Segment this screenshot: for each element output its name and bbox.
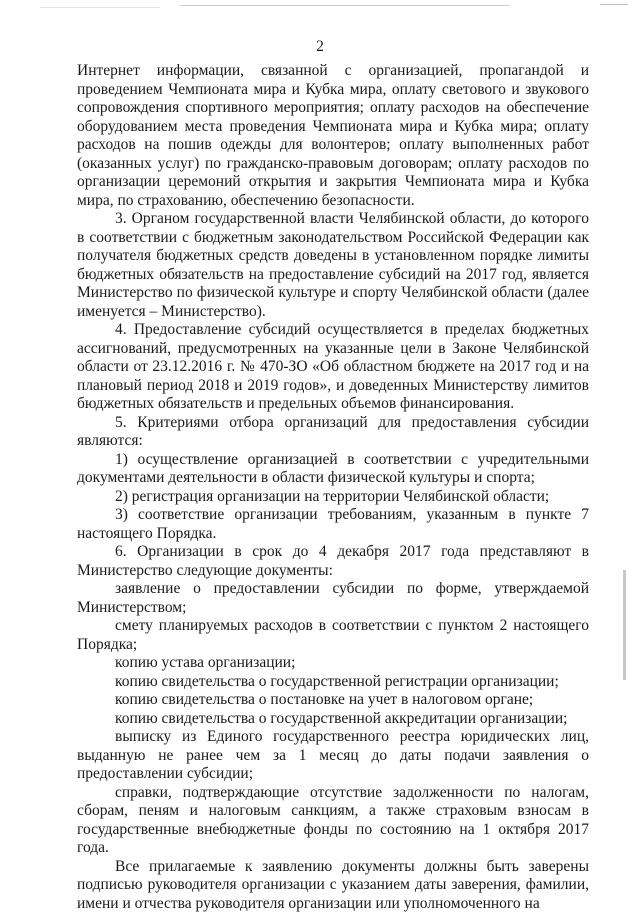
paragraph: 1) осуществление организацией в соответствии с учредительными документами деятельности в области физической культуры и спорта;	[77, 451, 589, 488]
scan-artifact-top	[0, 0, 640, 14]
paragraph: 2) регистрация организации на территории Челябинской области;	[77, 488, 589, 507]
paragraph: Интернет информации, связанной с организацией, пропагандой и проведением Чемпионата мира и Кубка мира, оплату светового и звукового сопровождения спортивного мероприятия; оплату расходов на обеспечение оборудованием места проведения Чемпионата мира и Кубка мира; оплату расходов на пошив одежды для волонтеров; оплату выполненных работ (оказанных услуг) по гражданско-правовым договорам; оплату расходов по организации церемоний открытия и закрытия Чемпионата мира и Кубка мира, по страхованию, обеспечению безопасности.	[77, 62, 589, 210]
paragraph: копию устава организации;	[77, 654, 589, 673]
document-body	[77, 62, 589, 913]
page-number: 2	[0, 38, 640, 56]
paragraph: справки, подтверждающие отсутствие задолженности по налогам, сборам, пеням и налоговым санкциям, а также страховым взносам в государственные внебюджетные фонды по состоянию на 1 октября 2017 года.	[77, 784, 589, 858]
paragraph: 3) соответствие организации требованиям, указанным в пункте 7 настоящего Порядка.	[77, 506, 589, 543]
paragraph: копию свидетельства о государственной регистрации организации;	[77, 673, 589, 692]
paragraph: Все прилагаемые к заявлению документы должны быть заверены подписью руководителя организации с указанием даты заверения, фамилии, имени и отчества руководителя организации или уполномоченного на	[77, 858, 589, 913]
paragraph: 3. Органом государственной власти Челябинской области, до которого в соответствии с бюджетным законодательством Российской Федерации как получателя бюджетных средств доведены в установленном порядке лимиты бюджетных обязательств на предоставление субсидий на 2017 год, является Министерство по физической культуре и спорту Челябинской области (далее именуется – Министерство).	[77, 210, 589, 321]
paragraph: 6. Организации в срок до 4 декабря 2017 года представляют в Министерство следующие документы:	[77, 543, 589, 580]
scan-edge-mark	[623, 570, 626, 680]
paragraph: копию свидетельства о государственной аккредитации организации;	[77, 710, 589, 729]
paragraph: копию свидетельства о постановке на учет в налоговом органе;	[77, 691, 589, 710]
paragraph: заявление о предоставлении субсидии по форме, утверждаемой Министерством;	[77, 580, 589, 617]
paragraph: 5. Критериями отбора организаций для предоставления субсидии являются:	[77, 414, 589, 451]
paragraph: выписку из Единого государственного реестра юридических лиц, выданную не ранее чем за 1 месяц до даты подачи заявления о предоставлении субсидии;	[77, 728, 589, 784]
paragraph: 4. Предоставление субсидий осуществляется в пределах бюджетных ассигнований, предусмотренных на указанные цели в Законе Челябинской области от 23.12.2016 г. № 470-ЗО «Об областном бюджете на 2017 год и на плановый период 2018 и 2019 годов», и доведенных Министерству лимитов бюджетных обязательств и предельных объемов финансирования.	[77, 321, 589, 414]
paragraph: смету планируемых расходов в соответствии с пунктом 2 настоящего Порядка;	[77, 617, 589, 654]
